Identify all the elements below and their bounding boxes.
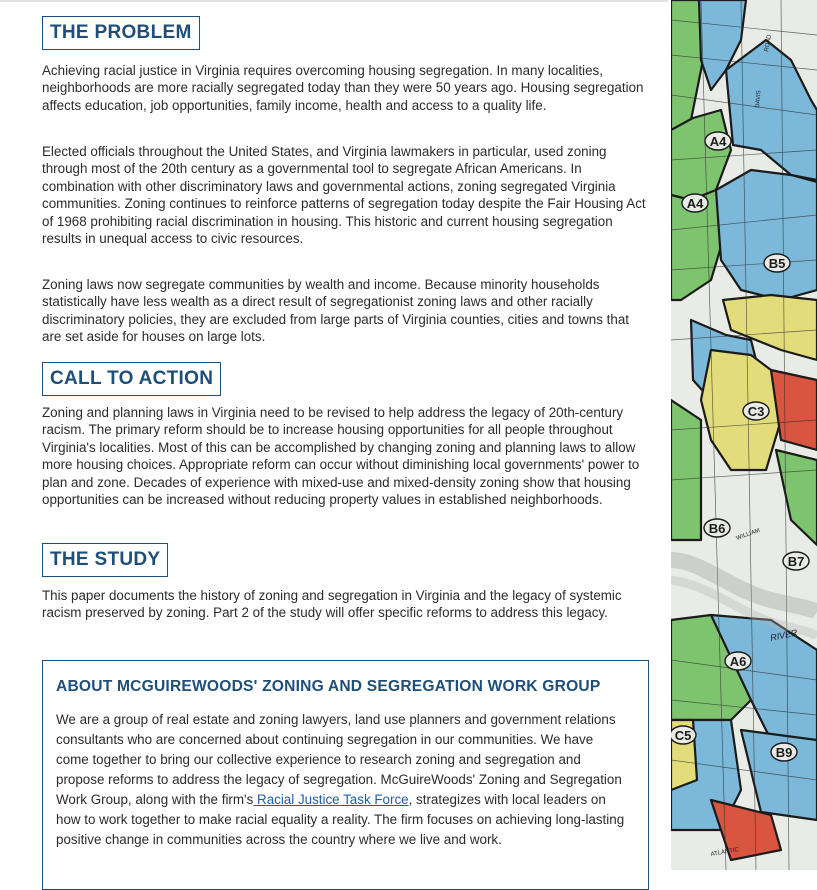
street-label: ROAD (764, 34, 773, 53)
call-to-action-heading: CALL TO ACTION (42, 362, 221, 396)
problem-paragraph-2: Elected officials throughout the United States, and Virginia lawmakers in particular, used zoning through most of the 20th century as a governmental tool to segregate African Americans. In combination with other discriminatory laws and governmental actions, zoning segregated Virginia communities. Zoning continues to reinforce patterns of segregation today despite the Fair Housing Act of 1968 prohibiting racial discrimination in housing. This historic and current housing segregation results in unequal access to civic resources. (42, 144, 646, 247)
about-work-group-box (42, 660, 649, 890)
about-heading: ABOUT MCGUIREWOODS' ZONING AND SEGREGATION WORK GROUP (56, 678, 601, 695)
zone-label: B6 (708, 521, 726, 536)
about-paragraph (56, 710, 628, 850)
about-text-after-link: , strategizes with local leaders on how to work together to make racial equality a reality. The firm focuses on achieving long-lasting positive change in communities across the country where we live and work. (56, 792, 625, 847)
redlining-map-image (671, 0, 817, 870)
study-heading: THE STUDY (42, 543, 168, 577)
call-to-action-paragraph: Zoning and planning laws in Virginia need to be revised to help address the legacy of 20th-century racism. The primary reform should be to increase housing opportunities for all people throughout Virginia's localities. Most of this can be accomplished by changing zoning and planning laws to allow more housing choices. Appropriate reform can occur without diminishing local governments' power to plan and zone. Decades of experience with mixed-use and mixed-density zoning show that housing opportunities can be increased without reducing property values in established neighborhoods. (42, 405, 640, 508)
top-divider (0, 0, 668, 2)
street-label: WILLIAM (735, 527, 761, 542)
redlining-map-svg (671, 0, 817, 870)
problem-paragraph-1: Achieving racial justice in Virginia requires overcoming housing segregation. In many localities, neighborhoods are more racially segregated today than they were 50 years ago. Housing segregation affects education, job opportunities, family income, health and access to a quality life. (42, 63, 644, 113)
about-text-before-link: We are a group of real estate and zoning lawyers, land use planners and government relations consultants who are concerned about continuing segregation in our communities. We have come together to bring our collective experience to research zoning and segregation and propose reforms to address the legacy of segregation. McGuireWoods' Zoning and Segregation Work Group, along with the firm's (56, 712, 622, 807)
zone-label: C3 (747, 404, 765, 419)
street-label: DAVIS (755, 90, 763, 109)
problem-heading: THE PROBLEM (42, 16, 200, 50)
racial-justice-task-force-link[interactable]: Racial Justice Task Force (253, 792, 409, 807)
zone-label: A4 (709, 134, 727, 149)
zone-label: B5 (768, 256, 786, 271)
street-label: ATLANTIC (710, 847, 740, 858)
problem-paragraph-3: Zoning laws now segregate communities by wealth and income. Because minority households statistically have less wealth as a direct result of segregationist zoning laws and other racially discriminatory policies, they are excluded from large parts of Virginia counties, cities and towns that are set aside for houses on large lots. (42, 277, 629, 345)
zone-label: A6 (729, 654, 747, 669)
zone-label: B9 (775, 745, 793, 760)
zone-label: A4 (686, 196, 704, 211)
study-paragraph: This paper documents the history of zoning and segregation in Virginia and the legacy of systemic racism preserved by zoning. Part 2 of the study will offer specific reforms to address this legacy. (42, 588, 622, 621)
zone-label: C5 (674, 728, 692, 743)
zone-label: B7 (787, 554, 805, 569)
street-label: RIVER (769, 627, 799, 643)
